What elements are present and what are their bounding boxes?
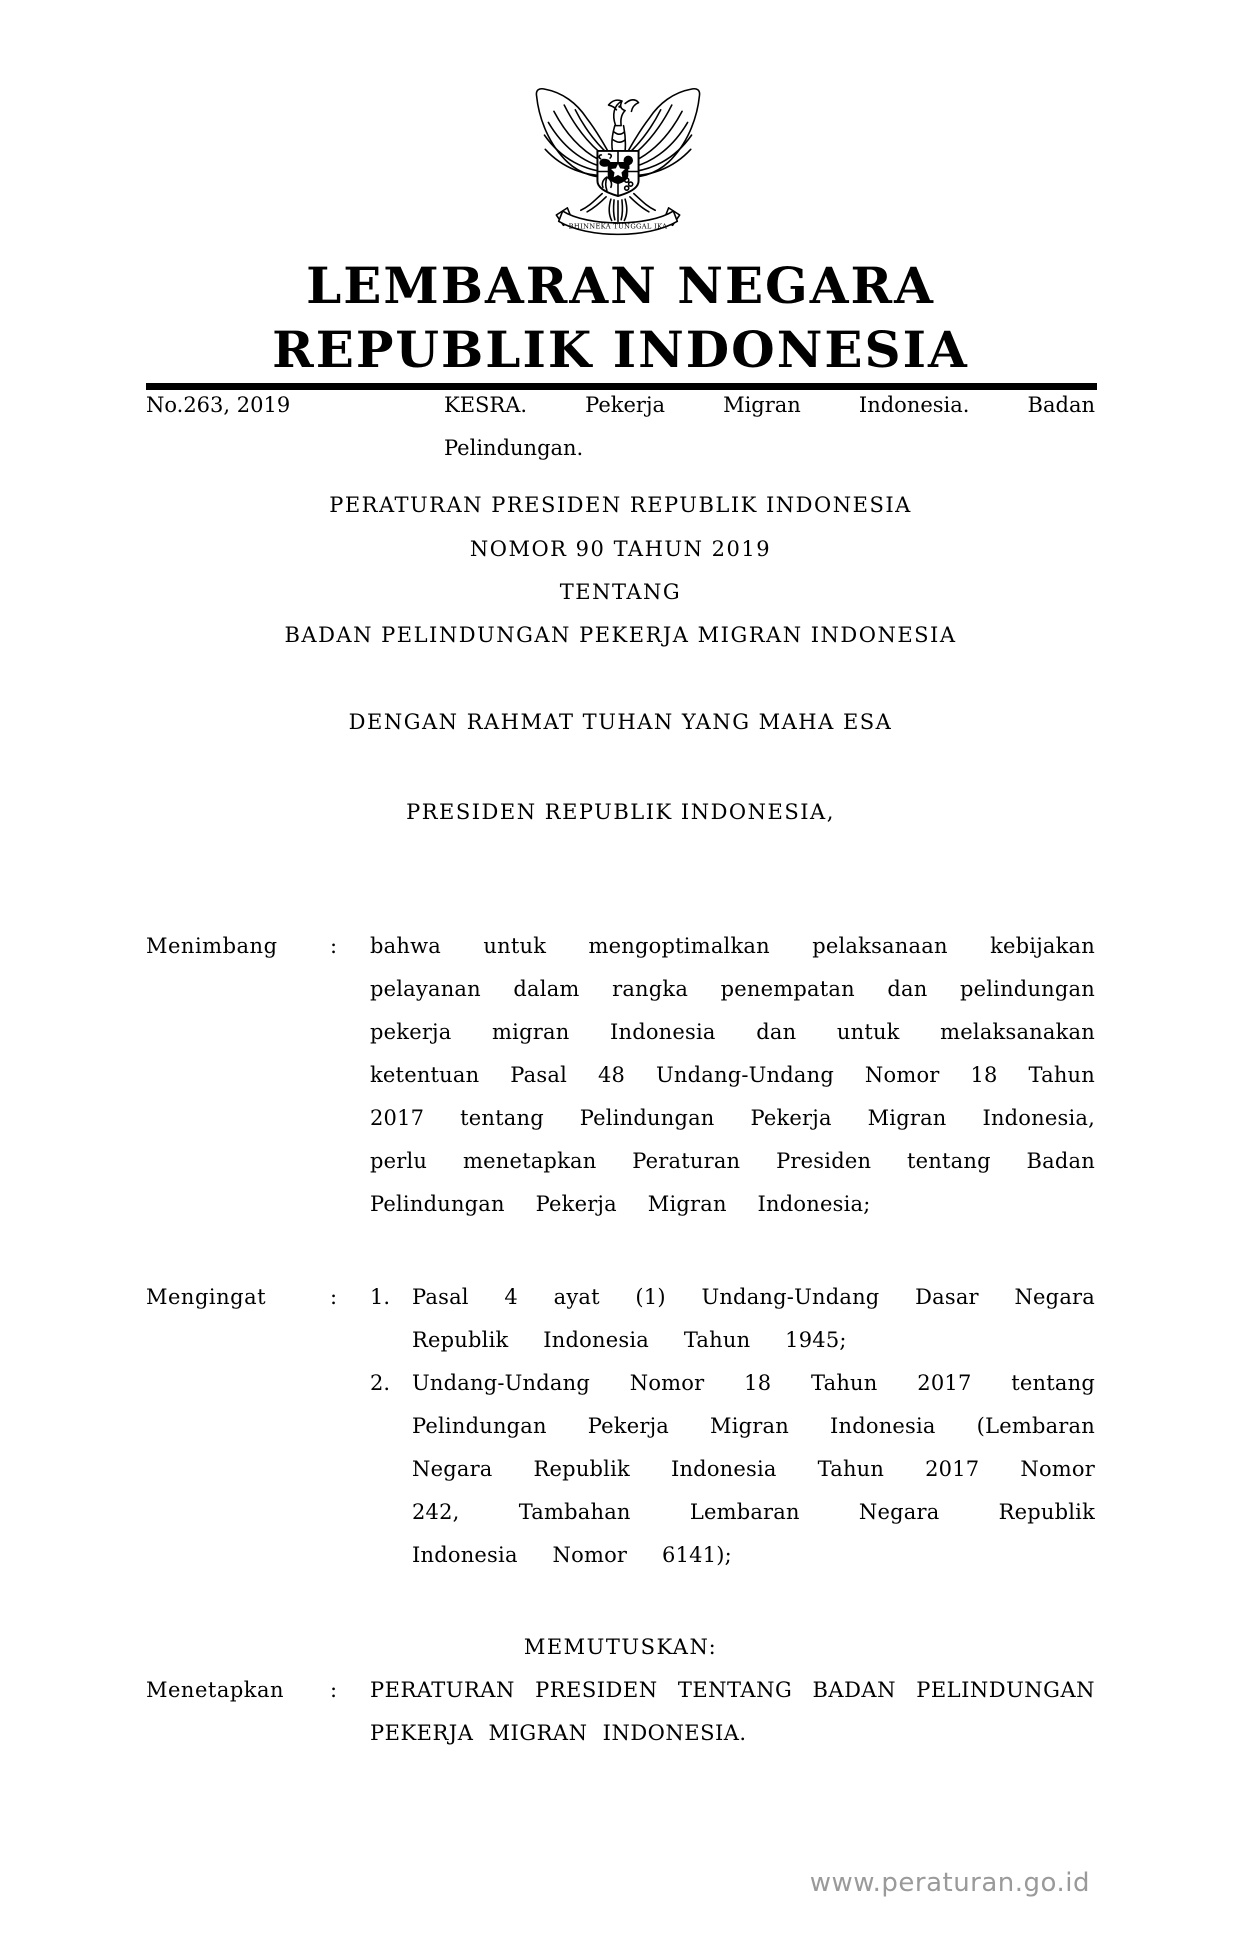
- item-text: Pasal 4 ayat (1) Undang-Undang Dasar Negara Republik Indonesia Tahun 1945;: [412, 1285, 1095, 1352]
- list-item: [370, 1276, 1095, 1362]
- menetapkan-text: PERATURAN PRESIDEN TENTANG BADAN PELINDUNGAN PEKERJA MIGRAN INDONESIA.: [370, 1678, 1095, 1745]
- menimbang-text: bahwa untuk mengoptimalkan pelaksanaan kebijakan pelayanan dalam rangka penempatan dan pelindungan pekerja migran Indonesia dan untuk melaksanakan ketentuan Pasal 48 Undang-Undang Nomor 18 Tahun 2017 tentang Pelindungan Pekerja Migran Indonesia, perlu menetapkan Peraturan Presiden tentang Badan Pelindungan Pekerja Migran Indonesia;: [370, 934, 1095, 1216]
- masthead-title: [0, 254, 1241, 382]
- garuda-pancasila-emblem: [531, 82, 705, 242]
- menimbang-colon: :: [330, 934, 338, 958]
- gazette-number: No.263, 2019: [146, 393, 291, 417]
- item-text: Undang-Undang Nomor 18 Tahun 2017 tentang Pelindungan Pekerja Migran Indonesia (Lembaran Negara Republik Indonesia Tahun 2017 Nomor 242, Tambahan Lembaran Negara Republik Indonesia Nomor 6141);: [412, 1371, 1095, 1567]
- masthead-title-line2: REPUBLIK INDONESIA: [272, 320, 969, 379]
- mengingat-items: [370, 1276, 1095, 1577]
- authority-line: PRESIDEN REPUBLIK INDONESIA,: [406, 800, 835, 824]
- regulation-number: NOMOR 90 TAHUN 2019: [469, 537, 772, 561]
- item-number: 1.: [370, 1285, 391, 1309]
- menimbang-label: Menimbang: [146, 934, 278, 958]
- gazette-meta-row: [146, 384, 1095, 470]
- list-item: [370, 1362, 1095, 1577]
- watermark-url: www.peraturan.go.id: [809, 1868, 1090, 1898]
- menimbang-clause: [146, 925, 1095, 1226]
- garuda-emblem-drawing: [531, 82, 705, 242]
- mengingat-colon: :: [330, 1285, 338, 1309]
- emblem-motto-text: BHINNEKA TUNGGAL IKA: [568, 222, 668, 231]
- gazette-subject: [444, 384, 1095, 470]
- regulation-subject: BADAN PELINDUNGAN PEKERJA MIGRAN INDONESIA: [284, 623, 957, 647]
- regulation-title: PERATURAN PRESIDEN REPUBLIK INDONESIA: [329, 493, 912, 517]
- gazette-subject-line2: Pelindungan.: [444, 436, 584, 460]
- mengingat-label: Mengingat: [146, 1285, 267, 1309]
- gazette-subject-line1: KESRA. Pekerja Migran Indonesia. Badan: [444, 393, 1095, 417]
- menetapkan-clause: [146, 1669, 1095, 1755]
- menetapkan-label: Menetapkan: [146, 1678, 285, 1702]
- menetapkan-colon: :: [330, 1678, 338, 1702]
- mengingat-clause: [146, 1276, 1095, 1577]
- memutuskan-heading: MEMUTUSKAN:: [523, 1635, 718, 1659]
- masthead-title-line1: LEMBARAN NEGARA: [306, 256, 935, 315]
- item-number: 2.: [370, 1371, 391, 1395]
- tentang-label: TENTANG: [559, 580, 682, 604]
- invocation-line: DENGAN RAHMAT TUHAN YANG MAHA ESA: [348, 710, 893, 734]
